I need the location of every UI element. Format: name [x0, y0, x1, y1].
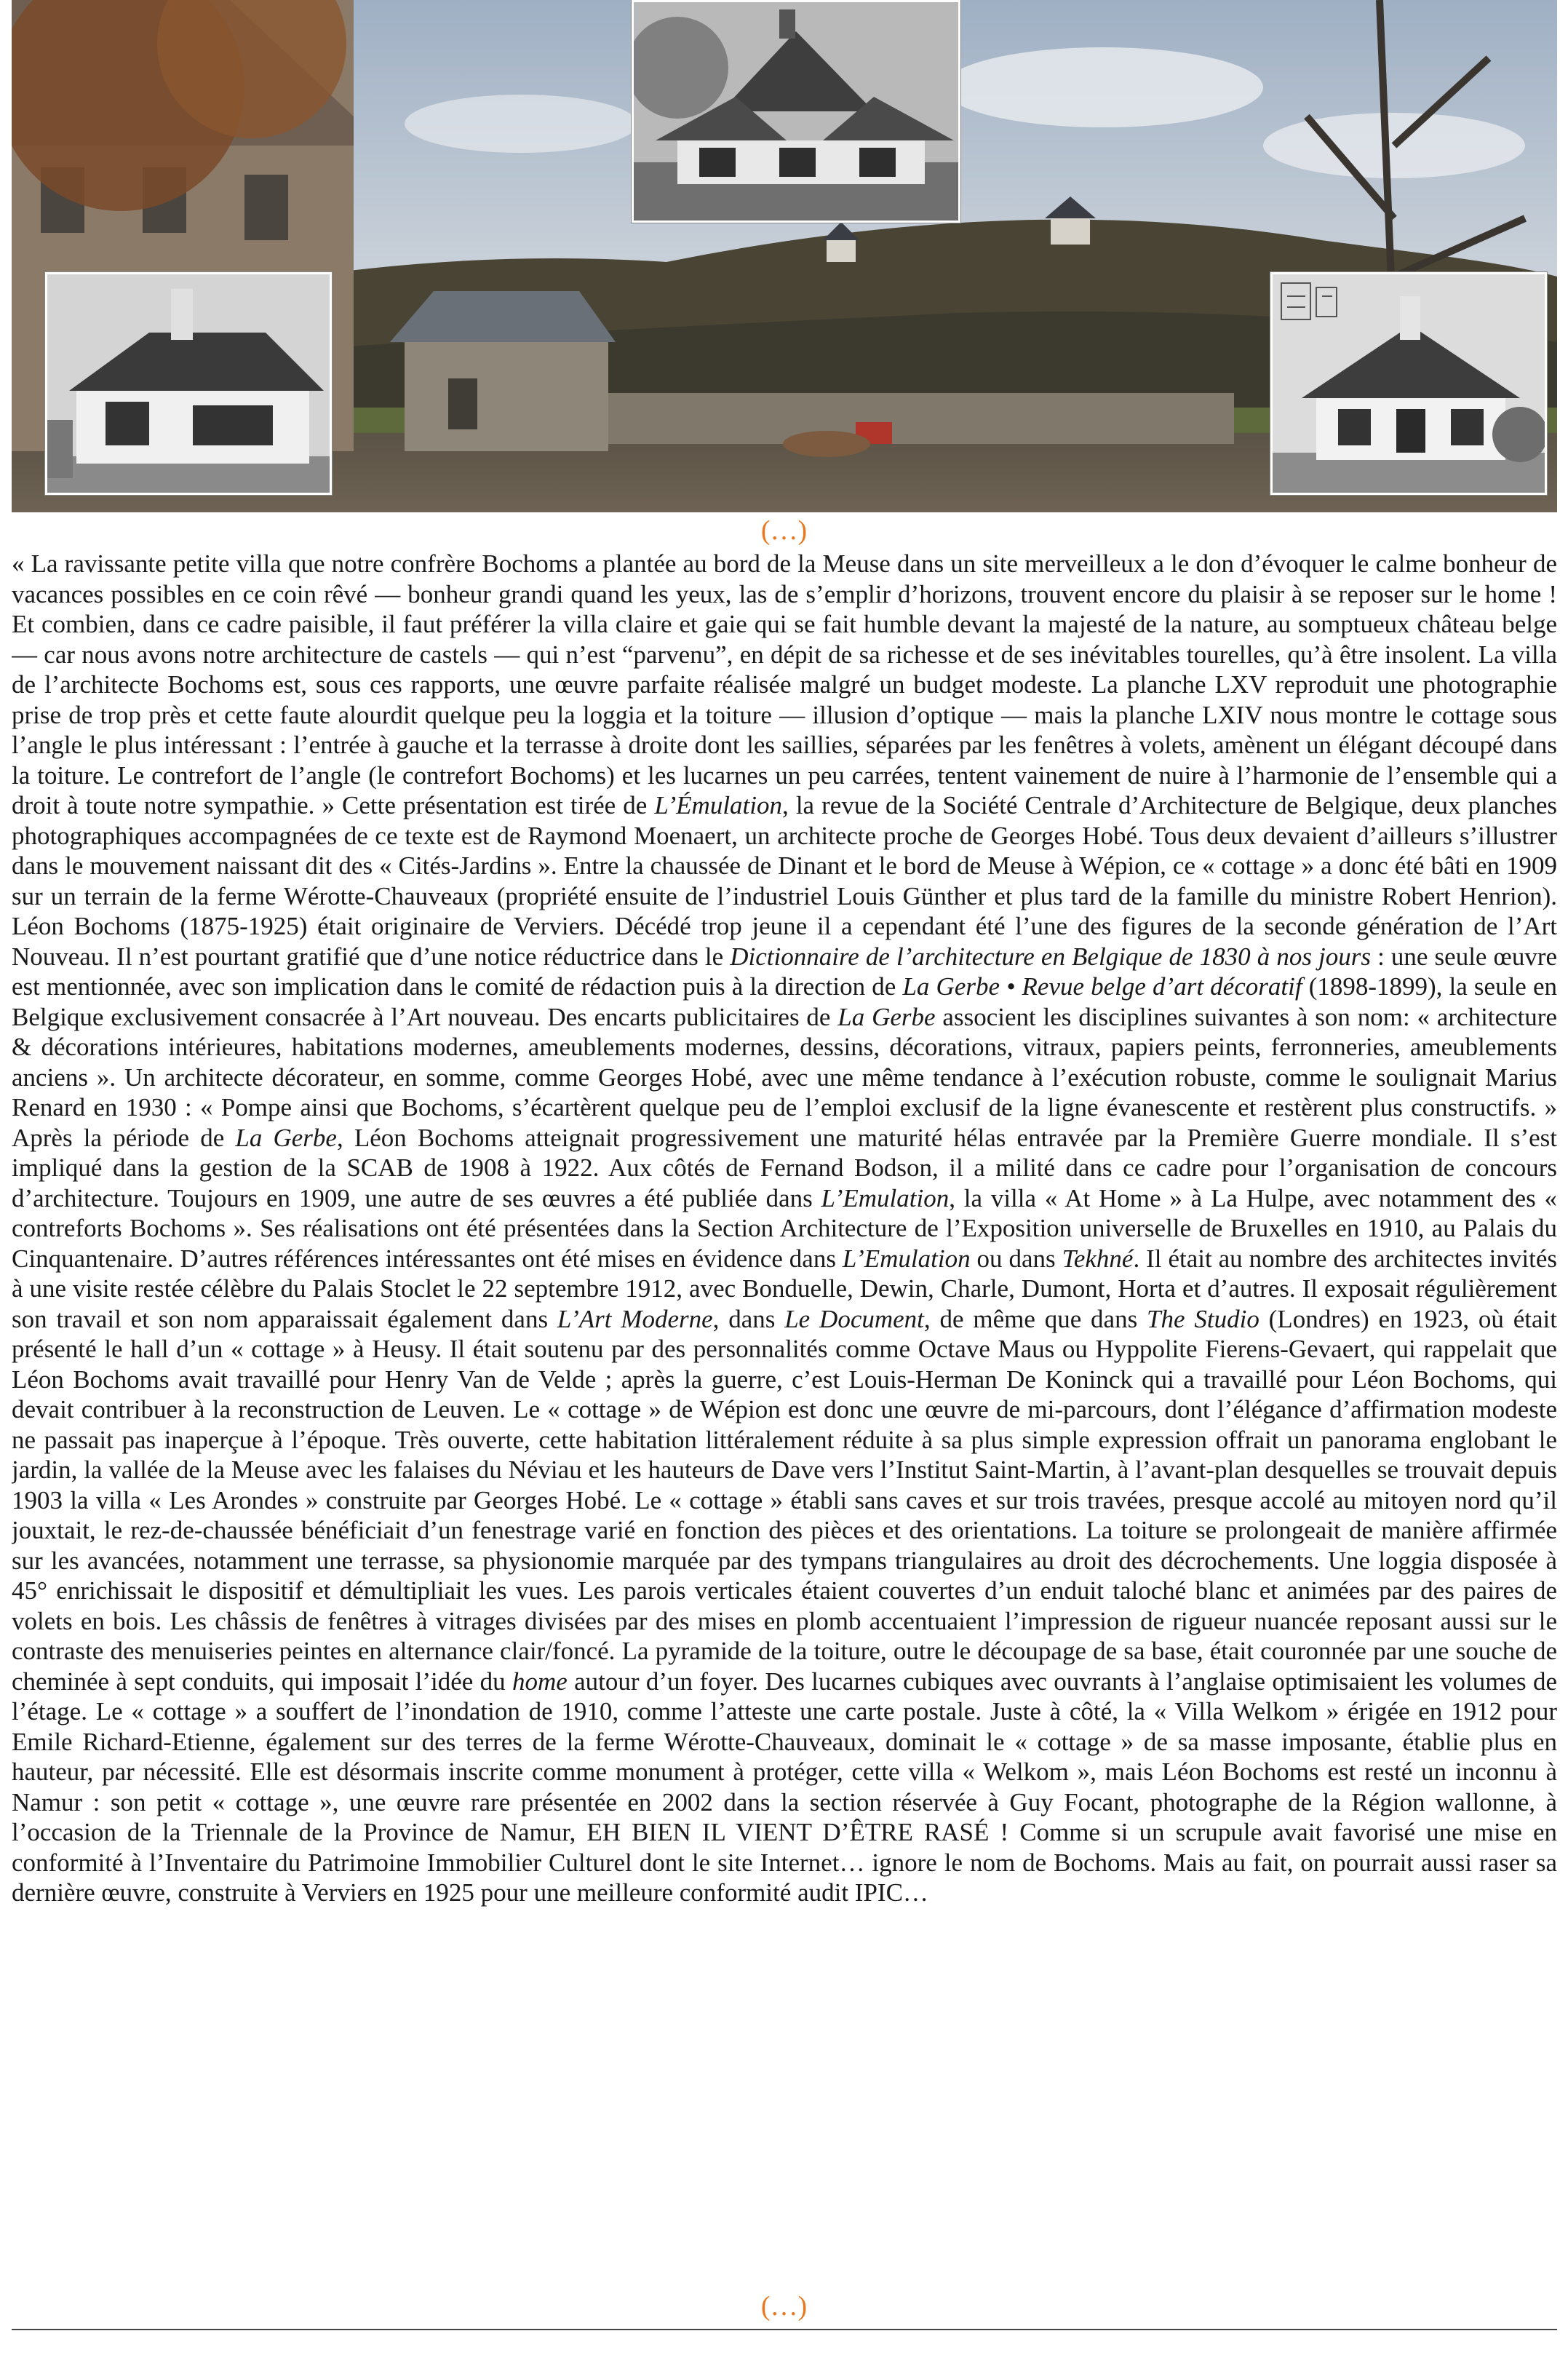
publication-title: Tekhné — [1062, 1244, 1134, 1273]
ellipsis-bottom: (…) — [760, 2291, 808, 2322]
publication-title: La Gerbe — [837, 1002, 936, 1031]
text-segment: . Il était au nombre des architectes invités à une visite restée célèbre du Palais Stoclet le 22 septembre 1912, avec Bonduelle, Dewin, Charle, Dumont, Horta et d’autres. Il exposait régulièrement son travail et son nom apparaissait également dans — [12, 1244, 1557, 1333]
text-segment: , la revue de la Société Centrale d’Architecture de Belgique, deux planches photographiques accompagnées de ce texte est de Raymond Moenaert, un architecte proche de Georges Hobé. Tous deux devaient d’ailleurs s’illustrer dans le mouvement naissant dit des « Cités-Jardins ». Entre la chaussée de Dinant et le bord de Meuse à Wépion, ce « cottage » a donc été bâti en 1909 sur un terrain de la ferme Wérotte-Chauveaux (propriété ensuite de l’industriel Louis Günther et plus tard de la famille du ministre Robert Henrion). Léon Bochoms (1875-1925) était originaire de Verviers. Décédé trop jeune il a cependant été l’une des figures de la seconde génération de l’Art Nouveau. Il n’est pourtant gratifié que d’une notice réductrice dans le — [12, 791, 1557, 971]
text-segment: autour d’un foyer. Des lucarnes cubiques avec ouvrants à l’anglaise optimisaient les volumes de l’étage. Le « cottage » a souffert de l’inondation de 1910, comme l’atteste une carte postale. Juste à côté, la « Villa Welkom » érigée en 1912 pour Emile Richard-Etienne, également sur des terres de la ferme Wérotte-Chauveaux, dominait le « cottage » de sa masse imposante, établie plus en hauteur, par nécessité. Elle est désormais inscrite comme monument à protéger, cette villa « Welkom », mais Léon Bochoms est resté un inconnu à Namur : son petit « cottage », une œuvre rare présentée en 2002 dans la section réservée à Guy Focant, photographe de la Région wallonne, à l’occasion de la Triennale de la Province de Namur, EH BIEN IL VIENT D’ÊTRE RASÉ ! Comme si un scrupule avait favorisé une mise en conformité à l’Inventaire du Patrimoine Immobilier Culturel dont le site Internet… ignore le nom de Bochoms. Mais au fait, on pourrait aussi raser sa dernière œuvre, construite à Verviers en 1925 pour une meilleure conformité audit IPIC… — [12, 1667, 1557, 1907]
header-photo-collage — [12, 0, 1557, 512]
cottage-sketch-and-photo — [1273, 274, 1545, 493]
text-segment: (Londres) en 1923, où était présenté le hall d’un « cottage » à Heusy. Il était soutenu par des personnalités comme Octave Maus ou Hyppolite Fierens-Gevaert, qui rappelait que Léon Bochoms avait travaillé pour Henry Van de Velde ; après la guerre, c’est Louis-Herman De Koninck qui a travaillé pour Léon Bochoms, qui devait contribuer à la reconstruction de Leuven. Le « cottage » de Wépion est donc une œuvre de mi-parcours, dont l’élégance d’affirmation modeste ne passait pas inaperçue à l’époque. Très ouverte, cette habitation littéralement réduite à sa plus simple expression offrait un panorama englobant le jardin, la vallée de la Meuse avec les falaises du Néviau et les hauteurs de Dave vers l’Institut Saint-Martin, à l’avant-plan desquelles se trouvait depuis 1903 la villa « Les Arondes » construite par Georges Hobé. Le « cottage » établi sans caves et sur trois travées, presque accolé au mitoyen nord qu’il jouxtait, le rez-de-chaussée bénéficiait d’un fenestrage varié en fonction des pièces et des orientations. La toiture se prolongeait de manière affirmée sur les avancées, notamment une terrasse, sa physionomie marquée par des tympans triangulaires au droit des décrochements. Une loggia disposée à 45° enrichissait le dispositif et démultipliait les vues. Les parois verticales étaient couvertes d’un enduit taloché blanc et animées par des paires de volets en bois. Les châssis de fenêtres à vitrages divisées par des mises en plomb accentuaient l’impression de rigueur nuancée reposant aussi sur le contraste des menuiseries peintes en alternance clair/foncé. La pyramide de la toiture, outre le découpage de sa base, était couronnée par une souche de cheminée à sept conduits, qui imposait l’idée du — [12, 1304, 1557, 1696]
divider — [12, 2329, 1557, 2330]
text-segment: (1898-1899), la seule en Belgique exclusivement consacrée à l’Art nouveau. Des encarts publicitaires de — [12, 972, 1557, 1031]
text-segment: , de même que dans — [923, 1304, 1147, 1333]
cottage-photo-inset-right — [1270, 272, 1547, 495]
publication-title: La Gerbe — [235, 1123, 337, 1152]
publication-title: L’Emulation — [842, 1244, 971, 1273]
ellipsis-top: (…) — [760, 515, 808, 546]
article-body — [12, 549, 1557, 2281]
publication-title: L’Emulation — [821, 1183, 950, 1212]
text-segment: associent les disciplines suivantes à son nom: « architecture & décorations intérieures, habitations modernes, ameublements modernes, dessins, décorations, vitraux, papiers peints, ferronneries, ameublements anciens ». Un architecte décorateur, en somme, comme Georges Hobé, avec une même tendance à l’exécution robuste, comme le soulignait Marius Renard en 1930 : « Pompe ainsi que Bochoms, s’écartèrent quelque peu de l’emploi exclusif de la ligne évanescente et restèrent plus constructifs. » Après la période de — [12, 1002, 1557, 1152]
emphasis: home — [512, 1667, 568, 1696]
cottage-photo — [634, 2, 958, 221]
text-segment: , la villa « At Home » à La Hulpe, avec notamment des « contreforts Bochoms ». Ses réalisations ont été présentées dans la Section Architecture de l’Exposition universelle de Bruxelles en 1910, au Palais du Cinquantenaire. D’autres références intéressantes ont été mises en évidence dans — [12, 1183, 1557, 1273]
cottage-photo — [47, 274, 330, 493]
cottage-photo-inset-top — [632, 0, 960, 223]
publication-title: L’Art Moderne — [557, 1304, 713, 1333]
text-segment: : une seule œuvre est mentionnée, avec son implication dans le comité de rédaction puis à la direction de — [12, 942, 1557, 1001]
publication-title: The Studio — [1147, 1304, 1259, 1333]
text-segment: , Léon Bochoms atteignait progressivement une maturité hélas entravée par la Première Guerre mondiale. Il s’est impliqué dans la gestion de la SCAB de 1908 à 1922. Aux côtés de Fernand Bodson, il a milité dans ce cadre pour l’organisation de concours d’architecture. Toujours en 1909, une autre de ses œuvres a été publiée dans — [12, 1123, 1557, 1212]
publication-title: Le Document — [784, 1304, 924, 1333]
text-segment: ou dans — [970, 1244, 1062, 1273]
publication-title: La Gerbe • Revue belge d’art décoratif — [902, 972, 1302, 1001]
publication-title: L’Émulation — [654, 791, 783, 819]
cottage-photo-inset-left — [45, 272, 332, 495]
text-segment: « La ravissante petite villa que notre confrère Bochoms a plantée au bord de la Meuse dans un site merveilleux a le don d’évoquer le calme bonheur de vacances possibles en ce coin rêvé — bonheur grandi quand les yeux, las de s’emplir d’horizons, trouvent encore du plaisir à se reposer sur le home ! Et combien, dans ce cadre paisible, il faut préférer la villa claire et gaie qui se fait humble devant la majesté de la nature, au somptueux château belge — car nous avons notre architecture de castels — qui n’est “parvenu”, en dépit de sa richesse et de ses inévitables tourelles, qu’à être insolent. La villa de l’architecte Bochoms est, sous ces rapports, une œuvre parfaite réalisée malgré un budget modeste. La planche LXV reproduit une photographie prise de trop près et cette faute alourdit quelque peu la loggia et la toiture — illusion d’optique — mais la planche LXIV nous montre le cottage sous l’angle le plus intéressant : l’entrée à gauche et la terrasse à droite dont les saillies, séparées par les fenêtres à volets, amènent un élégant découpé dans la toiture. Le contrefort de l’angle (le contrefort Bochoms) et les lucarnes un peu carrées, tentent vainement de nuire à l’harmonie de l’ensemble qui a droit à toute notre sympathie. » Cette présentation est tirée de — [12, 549, 1557, 819]
publication-title: Dictionnaire de l’architecture en Belgique de 1830 à nos jours — [730, 942, 1372, 971]
text-segment: , dans — [712, 1304, 785, 1333]
article-paragraph — [12, 549, 1557, 1908]
